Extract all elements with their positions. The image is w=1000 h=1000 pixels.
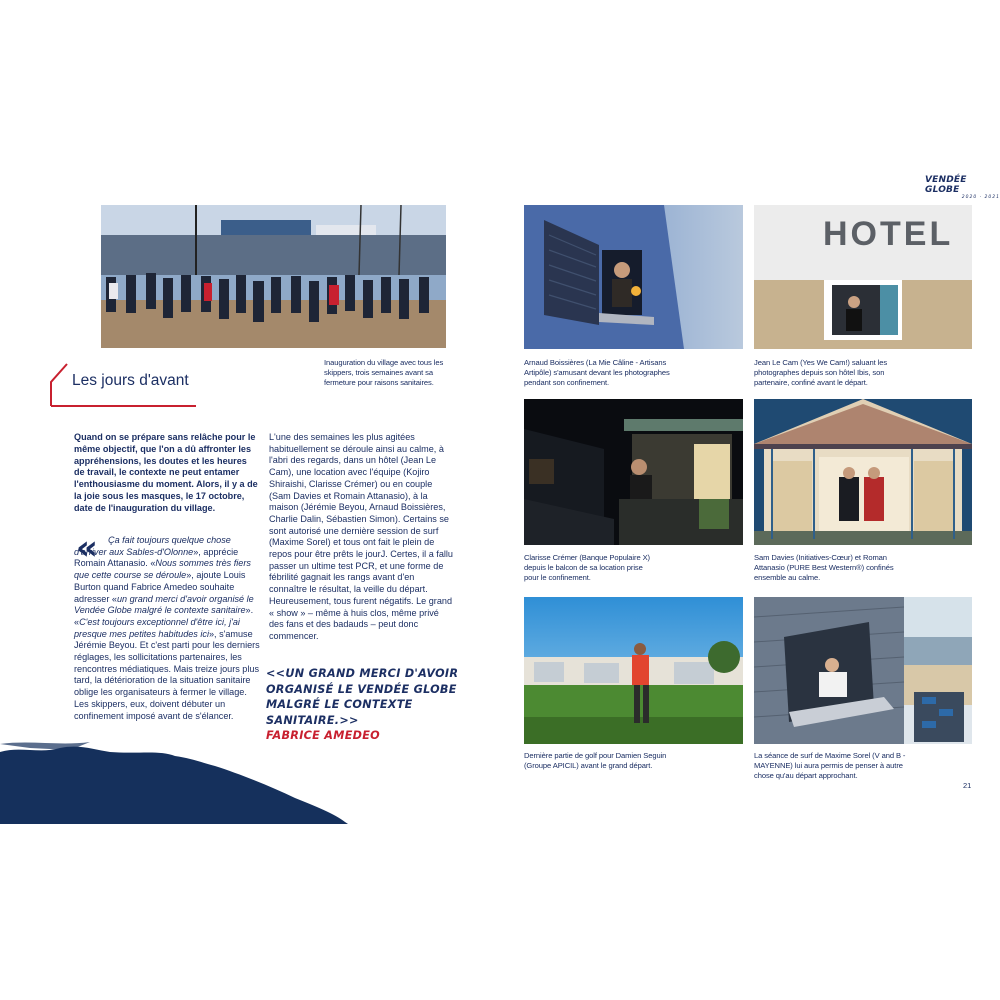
quote-3: un grand merci d'avoir organisé le Vendée Globe malgré le contexte sanitaire xyxy=(74,593,254,616)
photo-jean-hotel xyxy=(754,205,972,349)
photo-damien-golf xyxy=(524,597,743,744)
quote-4-attribution: », s'amuse Jérémie Beyou. Et c'est parti pour les derniers réglages, les sollicitations partenaires, les rencontres médiatiques. Mais treize jours plus tard, la détérioration de la situation sanitaire oblige les organisateurs à fermer le village. Les skippers, eux, doivent débuter un confinement imposé avant de s'élancer. xyxy=(74,628,260,721)
caption-clarisse: Clarisse Crémer (Banque Populaire X) depuis le balcon de sa location prise pour le confinement. xyxy=(524,553,650,582)
quote-4: C'est toujours exceptionnel d'être ici, j'ai presque mes petites habitudes ici xyxy=(74,616,240,639)
quote-2: Nous sommes très fiers que cette course se déroule xyxy=(74,558,251,581)
brush-stroke-decoration xyxy=(0,740,350,830)
photo-clarisse-balcony xyxy=(524,399,743,545)
body-column-2: L'une des semaines les plus agitées habituellement se déroule ainsi au calme, à l'abri des regards, dans un hôtel (Jean Le Cam), une location avec l'équipe (Kojiro Shiraishi, Clarisse Crémer) ou en couple (Sam Davies et Romain Attanasio), à la maison (Jérémie Beyou, Arnaud Boissières, Charlie Dalin, Sébastien Simon). Certains se sont autorisé une dernière session de surf (Maxime Sorel) et tous ont fait le plein de repos pour être prêts le jourJ. Certes, il a fallu passer un ultime test PCR, et une forme de fébrilité gagnait les rangs avant d'en connaître le résultat, la veille du départ. Heureusement, tous furent négatifs. Le grand « show » – même à huis clos, même privé des fans et des badauds – peut donc commencer. xyxy=(269,432,453,641)
photo-arnaud-window xyxy=(524,205,743,349)
pull-quote-author: FABRICE AMEDEO xyxy=(266,729,380,742)
pull-quote-text: <<UN GRAND MERCI D'AVOIR ORGANISÉ LE VENDÉE GLOBE MALGRÉ LE CONTEXTE SANITAIRE.>> xyxy=(266,667,459,727)
quote-1-attribution: », apprécie Romain Attanasio. xyxy=(74,546,239,569)
vendee-globe-logo: VENDÉE GLOBE 2020 · 2021 xyxy=(925,175,1000,200)
quote-3-end: ». xyxy=(245,605,254,616)
quote-4-open: « xyxy=(74,616,80,627)
quote-mark-icon: « xyxy=(76,528,92,568)
photo-sam-romain-house xyxy=(754,399,972,545)
caption-maxime: La séance de surf de Maxime Sorel (V and B - MAYENNE) lui aura permis de penser à autre chose qu'au départ approchant. xyxy=(754,751,906,780)
body-column-1 xyxy=(74,528,260,722)
caption-group: Inauguration du village avec tous les skippers, trois semaines avant sa fermeture pour raisons sanitaires. xyxy=(324,358,444,387)
section-heading: Les jours d'avant xyxy=(72,372,189,389)
photo-maxime-window xyxy=(754,597,972,744)
page-number: 21 xyxy=(963,781,972,790)
caption-arnaud: Arnaud Boissières (La Mie Câline - Artisans Artipôle) s'amusant devant les photographes pendant son confinement. xyxy=(524,358,670,387)
pull-quote xyxy=(266,666,476,744)
caption-jean: Jean Le Cam (Yes We Cam!) saluant les photographes depuis son hôtel Ibis, son partenaire, confiné avant le départ. xyxy=(754,358,888,387)
quote-2-attribution: », ajoute Louis Burton quand Fabrice Amedeo souhaite adresser « xyxy=(74,570,246,604)
quote-2-open: « xyxy=(150,558,156,569)
quote-1: Ça fait toujours quelque chose d'arriver aux Sables-d'Olonne xyxy=(74,535,231,557)
group-photo xyxy=(101,205,446,348)
caption-damien: Dernière partie de golf pour Damien Seguin (Groupe APICIL) avant le grand départ. xyxy=(524,751,667,770)
caption-sam: Sam Davies (Initiatives-Cœur) et Roman Attanasio (PURE Best Western®) confinés ensemble au calme. xyxy=(754,553,894,582)
hotel-sign: HOTEL xyxy=(823,215,954,253)
intro-paragraph: Quand on se prépare sans relâche pour le même objectif, que l'on a dû affronter les appréhensions, les doutes et les heures de travail, le contexte ne peut entamer l'enthousiasme du moment. Alors, il y a de la joie sous les masques, le 17 octobre, date de l'inauguration du village. xyxy=(74,432,258,513)
